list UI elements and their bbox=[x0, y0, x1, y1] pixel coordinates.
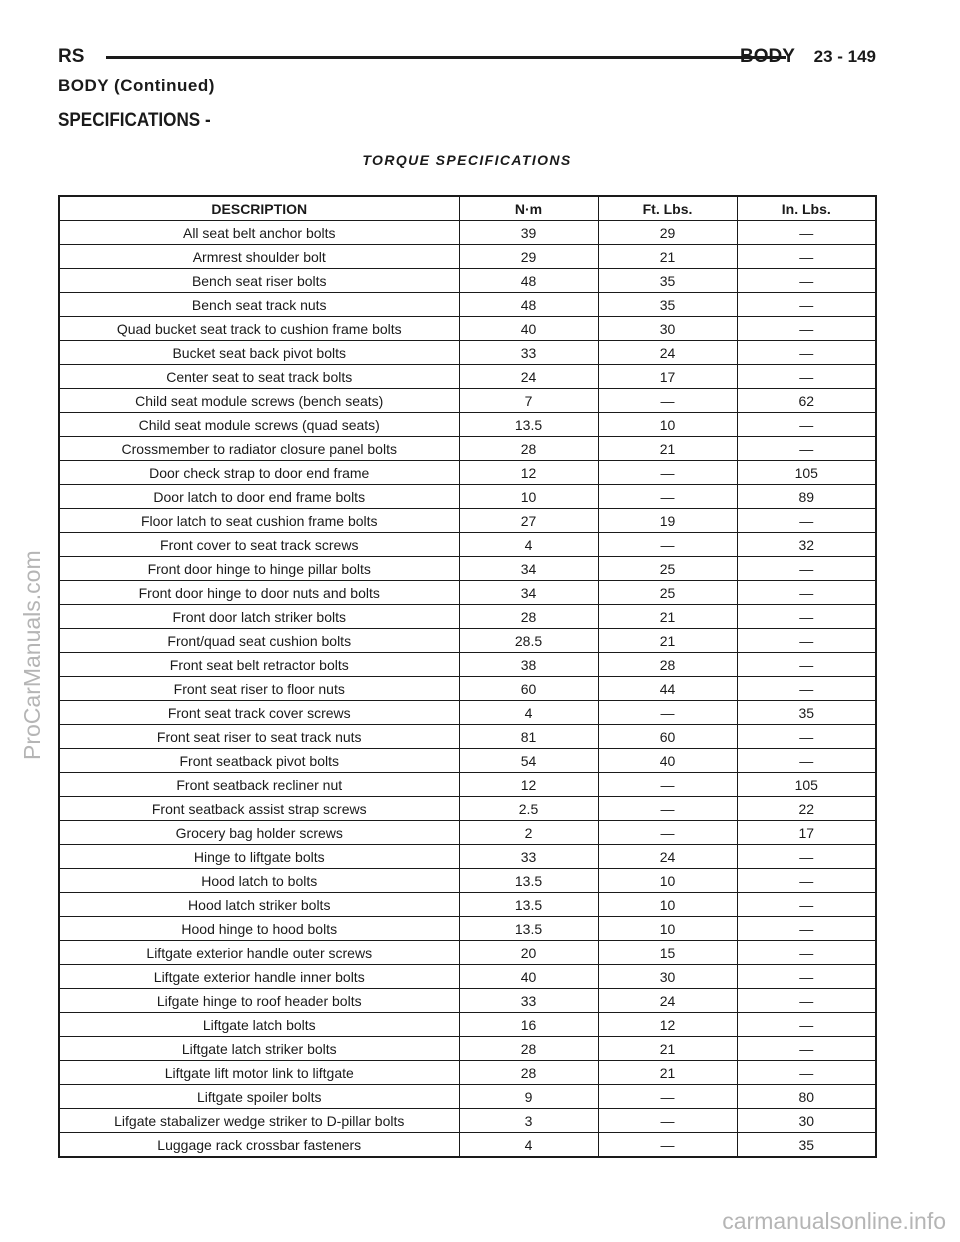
description-cell: Liftgate latch bolts bbox=[59, 1013, 459, 1037]
table-row bbox=[59, 845, 876, 869]
nm-cell: 33 bbox=[459, 341, 598, 365]
nm-cell: 28 bbox=[459, 1061, 598, 1085]
description-cell: Front seatback assist strap screws bbox=[59, 797, 459, 821]
table-row bbox=[59, 317, 876, 341]
ft-lbs-cell: 21 bbox=[598, 629, 737, 653]
nm-cell: 4 bbox=[459, 701, 598, 725]
ft-lbs-cell: — bbox=[598, 461, 737, 485]
table-row bbox=[59, 389, 876, 413]
nm-cell: 48 bbox=[459, 293, 598, 317]
nm-cell: 81 bbox=[459, 725, 598, 749]
table-row bbox=[59, 1037, 876, 1061]
in-lbs-cell: — bbox=[737, 893, 876, 917]
table-row bbox=[59, 245, 876, 269]
table-row bbox=[59, 365, 876, 389]
description-cell: Bench seat riser bolts bbox=[59, 269, 459, 293]
table-row bbox=[59, 821, 876, 845]
nm-cell: 3 bbox=[459, 1109, 598, 1133]
ft-lbs-cell: 21 bbox=[598, 245, 737, 269]
nm-cell: 20 bbox=[459, 941, 598, 965]
table-row bbox=[59, 749, 876, 773]
description-cell: Front seat riser to floor nuts bbox=[59, 677, 459, 701]
description-cell: Hood latch striker bolts bbox=[59, 893, 459, 917]
in-lbs-cell: — bbox=[737, 1037, 876, 1061]
table-row bbox=[59, 869, 876, 893]
nm-cell: 12 bbox=[459, 773, 598, 797]
ft-lbs-cell: 15 bbox=[598, 941, 737, 965]
ft-lbs-cell: 29 bbox=[598, 221, 737, 245]
table-row bbox=[59, 989, 876, 1013]
description-cell: Armrest shoulder bolt bbox=[59, 245, 459, 269]
description-cell: Front door hinge to door nuts and bolts bbox=[59, 581, 459, 605]
table-row bbox=[59, 437, 876, 461]
header-right bbox=[740, 44, 876, 70]
ft-lbs-cell: — bbox=[598, 701, 737, 725]
ft-lbs-cell: 24 bbox=[598, 989, 737, 1013]
column-header-description: DESCRIPTION bbox=[59, 196, 459, 221]
nm-cell: 12 bbox=[459, 461, 598, 485]
ft-lbs-cell: 40 bbox=[598, 749, 737, 773]
nm-cell: 13.5 bbox=[459, 893, 598, 917]
ft-lbs-cell: — bbox=[598, 389, 737, 413]
description-cell: Front door hinge to hinge pillar bolts bbox=[59, 557, 459, 581]
in-lbs-cell: — bbox=[737, 941, 876, 965]
ft-lbs-cell: 30 bbox=[598, 317, 737, 341]
table-row bbox=[59, 1061, 876, 1085]
table-row bbox=[59, 581, 876, 605]
in-lbs-cell: 62 bbox=[737, 389, 876, 413]
table-row bbox=[59, 1133, 876, 1158]
in-lbs-cell: 105 bbox=[737, 773, 876, 797]
description-cell: Liftgate exterior handle inner bolts bbox=[59, 965, 459, 989]
in-lbs-cell: — bbox=[737, 629, 876, 653]
in-lbs-cell: 80 bbox=[737, 1085, 876, 1109]
description-cell: Hood hinge to hood bolts bbox=[59, 917, 459, 941]
nm-cell: 27 bbox=[459, 509, 598, 533]
description-cell: Front door latch striker bolts bbox=[59, 605, 459, 629]
ft-lbs-cell: 35 bbox=[598, 293, 737, 317]
in-lbs-cell: 89 bbox=[737, 485, 876, 509]
in-lbs-cell: — bbox=[737, 437, 876, 461]
ft-lbs-cell: 10 bbox=[598, 413, 737, 437]
nm-cell: 38 bbox=[459, 653, 598, 677]
in-lbs-cell: — bbox=[737, 341, 876, 365]
nm-cell: 39 bbox=[459, 221, 598, 245]
in-lbs-cell: — bbox=[737, 317, 876, 341]
column-header-ft-lbs: Ft. Lbs. bbox=[598, 196, 737, 221]
vehicle-code: RS bbox=[58, 46, 85, 67]
nm-cell: 28 bbox=[459, 605, 598, 629]
in-lbs-cell: — bbox=[737, 1013, 876, 1037]
description-cell: Lifgate hinge to roof header bolts bbox=[59, 989, 459, 1013]
in-lbs-cell: 30 bbox=[737, 1109, 876, 1133]
table-row bbox=[59, 797, 876, 821]
in-lbs-cell: 32 bbox=[737, 533, 876, 557]
in-lbs-cell: 35 bbox=[737, 1133, 876, 1158]
description-cell: All seat belt anchor bolts bbox=[59, 221, 459, 245]
ft-lbs-cell: — bbox=[598, 773, 737, 797]
ft-lbs-cell: 10 bbox=[598, 869, 737, 893]
nm-cell: 34 bbox=[459, 557, 598, 581]
table-row bbox=[59, 893, 876, 917]
in-lbs-cell: — bbox=[737, 725, 876, 749]
table-row bbox=[59, 341, 876, 365]
ft-lbs-cell: 28 bbox=[598, 653, 737, 677]
in-lbs-cell: — bbox=[737, 365, 876, 389]
in-lbs-cell: — bbox=[737, 965, 876, 989]
ft-lbs-cell: — bbox=[598, 1133, 737, 1158]
page-number: 23 - 149 bbox=[813, 47, 876, 66]
description-cell: Child seat module screws (bench seats) bbox=[59, 389, 459, 413]
in-lbs-cell: — bbox=[737, 245, 876, 269]
description-cell: Front seatback recliner nut bbox=[59, 773, 459, 797]
column-header-in-lbs: In. Lbs. bbox=[737, 196, 876, 221]
table-row bbox=[59, 221, 876, 245]
in-lbs-cell: 17 bbox=[737, 821, 876, 845]
in-lbs-cell: — bbox=[737, 989, 876, 1013]
in-lbs-cell: — bbox=[737, 293, 876, 317]
in-lbs-cell: — bbox=[737, 869, 876, 893]
table-row bbox=[59, 605, 876, 629]
table-row bbox=[59, 677, 876, 701]
nm-cell: 13.5 bbox=[459, 413, 598, 437]
in-lbs-cell: — bbox=[737, 221, 876, 245]
nm-cell: 34 bbox=[459, 581, 598, 605]
table-header-row bbox=[59, 196, 876, 221]
ft-lbs-cell: 44 bbox=[598, 677, 737, 701]
ft-lbs-cell: — bbox=[598, 533, 737, 557]
table-row bbox=[59, 941, 876, 965]
continued-heading: BODY (Continued) bbox=[58, 76, 215, 95]
description-cell: Front seatback pivot bolts bbox=[59, 749, 459, 773]
ft-lbs-cell: 12 bbox=[598, 1013, 737, 1037]
ft-lbs-cell: 25 bbox=[598, 557, 737, 581]
ft-lbs-cell: — bbox=[598, 485, 737, 509]
ft-lbs-cell: — bbox=[598, 797, 737, 821]
ft-lbs-cell: 24 bbox=[598, 341, 737, 365]
description-cell: Bench seat track nuts bbox=[59, 293, 459, 317]
table-row bbox=[59, 725, 876, 749]
nm-cell: 7 bbox=[459, 389, 598, 413]
ft-lbs-cell: 21 bbox=[598, 605, 737, 629]
nm-cell: 29 bbox=[459, 245, 598, 269]
ft-lbs-cell: 21 bbox=[598, 1037, 737, 1061]
table-row bbox=[59, 557, 876, 581]
in-lbs-cell: 105 bbox=[737, 461, 876, 485]
ft-lbs-cell: 10 bbox=[598, 893, 737, 917]
table-row bbox=[59, 701, 876, 725]
in-lbs-cell: — bbox=[737, 413, 876, 437]
in-lbs-cell: — bbox=[737, 581, 876, 605]
description-cell: Child seat module screws (quad seats) bbox=[59, 413, 459, 437]
ft-lbs-cell: 35 bbox=[598, 269, 737, 293]
ft-lbs-cell: 21 bbox=[598, 1061, 737, 1085]
nm-cell: 54 bbox=[459, 749, 598, 773]
table-row bbox=[59, 1013, 876, 1037]
nm-cell: 48 bbox=[459, 269, 598, 293]
table-row bbox=[59, 1109, 876, 1133]
description-cell: Grocery bag holder screws bbox=[59, 821, 459, 845]
torque-specifications-table bbox=[58, 195, 877, 1158]
in-lbs-cell: — bbox=[737, 749, 876, 773]
table-row bbox=[59, 917, 876, 941]
description-cell: Liftgate spoiler bolts bbox=[59, 1085, 459, 1109]
table-row bbox=[59, 1085, 876, 1109]
description-cell: Quad bucket seat track to cushion frame bolts bbox=[59, 317, 459, 341]
description-cell: Door latch to door end frame bolts bbox=[59, 485, 459, 509]
table-row bbox=[59, 773, 876, 797]
nm-cell: 2.5 bbox=[459, 797, 598, 821]
ft-lbs-cell: 60 bbox=[598, 725, 737, 749]
nm-cell: 13.5 bbox=[459, 869, 598, 893]
table-row bbox=[59, 293, 876, 317]
description-cell: Hood latch to bolts bbox=[59, 869, 459, 893]
in-lbs-cell: — bbox=[737, 509, 876, 533]
description-cell: Lifgate stabalizer wedge striker to D-pillar bolts bbox=[59, 1109, 459, 1133]
in-lbs-cell: — bbox=[737, 1061, 876, 1085]
in-lbs-cell: — bbox=[737, 653, 876, 677]
in-lbs-cell: — bbox=[737, 677, 876, 701]
bottom-watermark: carmanualsonline.info bbox=[722, 1208, 946, 1234]
description-cell: Liftgate lift motor link to liftgate bbox=[59, 1061, 459, 1085]
ft-lbs-cell: — bbox=[598, 1109, 737, 1133]
in-lbs-cell: — bbox=[737, 917, 876, 941]
in-lbs-cell: — bbox=[737, 605, 876, 629]
nm-cell: 10 bbox=[459, 485, 598, 509]
in-lbs-cell: — bbox=[737, 269, 876, 293]
nm-cell: 24 bbox=[459, 365, 598, 389]
ft-lbs-cell: 21 bbox=[598, 437, 737, 461]
table-row bbox=[59, 629, 876, 653]
description-cell: Front seat track cover screws bbox=[59, 701, 459, 725]
table-row bbox=[59, 533, 876, 557]
table-row bbox=[59, 965, 876, 989]
in-lbs-cell: — bbox=[737, 557, 876, 581]
side-watermark: ProCarManuals.com bbox=[19, 550, 45, 760]
specifications-heading: SPECIFICATIONS - bbox=[58, 110, 211, 131]
table-body bbox=[59, 221, 876, 1158]
column-header-nm: N·m bbox=[459, 196, 598, 221]
description-cell: Front seat belt retractor bolts bbox=[59, 653, 459, 677]
description-cell: Floor latch to seat cushion frame bolts bbox=[59, 509, 459, 533]
nm-cell: 40 bbox=[459, 965, 598, 989]
table-row bbox=[59, 461, 876, 485]
description-cell: Front cover to seat track screws bbox=[59, 533, 459, 557]
section-name: BODY bbox=[739, 46, 795, 67]
nm-cell: 33 bbox=[459, 989, 598, 1013]
nm-cell: 60 bbox=[459, 677, 598, 701]
ft-lbs-cell: — bbox=[598, 821, 737, 845]
page-header bbox=[58, 44, 876, 70]
ft-lbs-cell: 30 bbox=[598, 965, 737, 989]
in-lbs-cell: 35 bbox=[737, 701, 876, 725]
nm-cell: 4 bbox=[459, 1133, 598, 1158]
nm-cell: 9 bbox=[459, 1085, 598, 1109]
nm-cell: 13.5 bbox=[459, 917, 598, 941]
description-cell: Front seat riser to seat track nuts bbox=[59, 725, 459, 749]
table-title: TORQUE SPECIFICATIONS bbox=[362, 152, 572, 168]
nm-cell: 28 bbox=[459, 1037, 598, 1061]
description-cell: Liftgate latch striker bolts bbox=[59, 1037, 459, 1061]
description-cell: Hinge to liftgate bolts bbox=[59, 845, 459, 869]
in-lbs-cell: — bbox=[737, 845, 876, 869]
description-cell: Door check strap to door end frame bbox=[59, 461, 459, 485]
nm-cell: 40 bbox=[459, 317, 598, 341]
table-row bbox=[59, 509, 876, 533]
ft-lbs-cell: 24 bbox=[598, 845, 737, 869]
nm-cell: 4 bbox=[459, 533, 598, 557]
ft-lbs-cell: — bbox=[598, 1085, 737, 1109]
nm-cell: 16 bbox=[459, 1013, 598, 1037]
nm-cell: 33 bbox=[459, 845, 598, 869]
table-row bbox=[59, 413, 876, 437]
ft-lbs-cell: 19 bbox=[598, 509, 737, 533]
ft-lbs-cell: 10 bbox=[598, 917, 737, 941]
ft-lbs-cell: 17 bbox=[598, 365, 737, 389]
table-row bbox=[59, 653, 876, 677]
in-lbs-cell: 22 bbox=[737, 797, 876, 821]
description-cell: Luggage rack crossbar fasteners bbox=[59, 1133, 459, 1158]
description-cell: Front/quad seat cushion bolts bbox=[59, 629, 459, 653]
description-cell: Crossmember to radiator closure panel bolts bbox=[59, 437, 459, 461]
nm-cell: 28.5 bbox=[459, 629, 598, 653]
table-row bbox=[59, 485, 876, 509]
description-cell: Liftgate exterior handle outer screws bbox=[59, 941, 459, 965]
nm-cell: 2 bbox=[459, 821, 598, 845]
header-rule bbox=[106, 56, 786, 59]
description-cell: Center seat to seat track bolts bbox=[59, 365, 459, 389]
ft-lbs-cell: 25 bbox=[598, 581, 737, 605]
nm-cell: 28 bbox=[459, 437, 598, 461]
table-row bbox=[59, 269, 876, 293]
description-cell: Bucket seat back pivot bolts bbox=[59, 341, 459, 365]
